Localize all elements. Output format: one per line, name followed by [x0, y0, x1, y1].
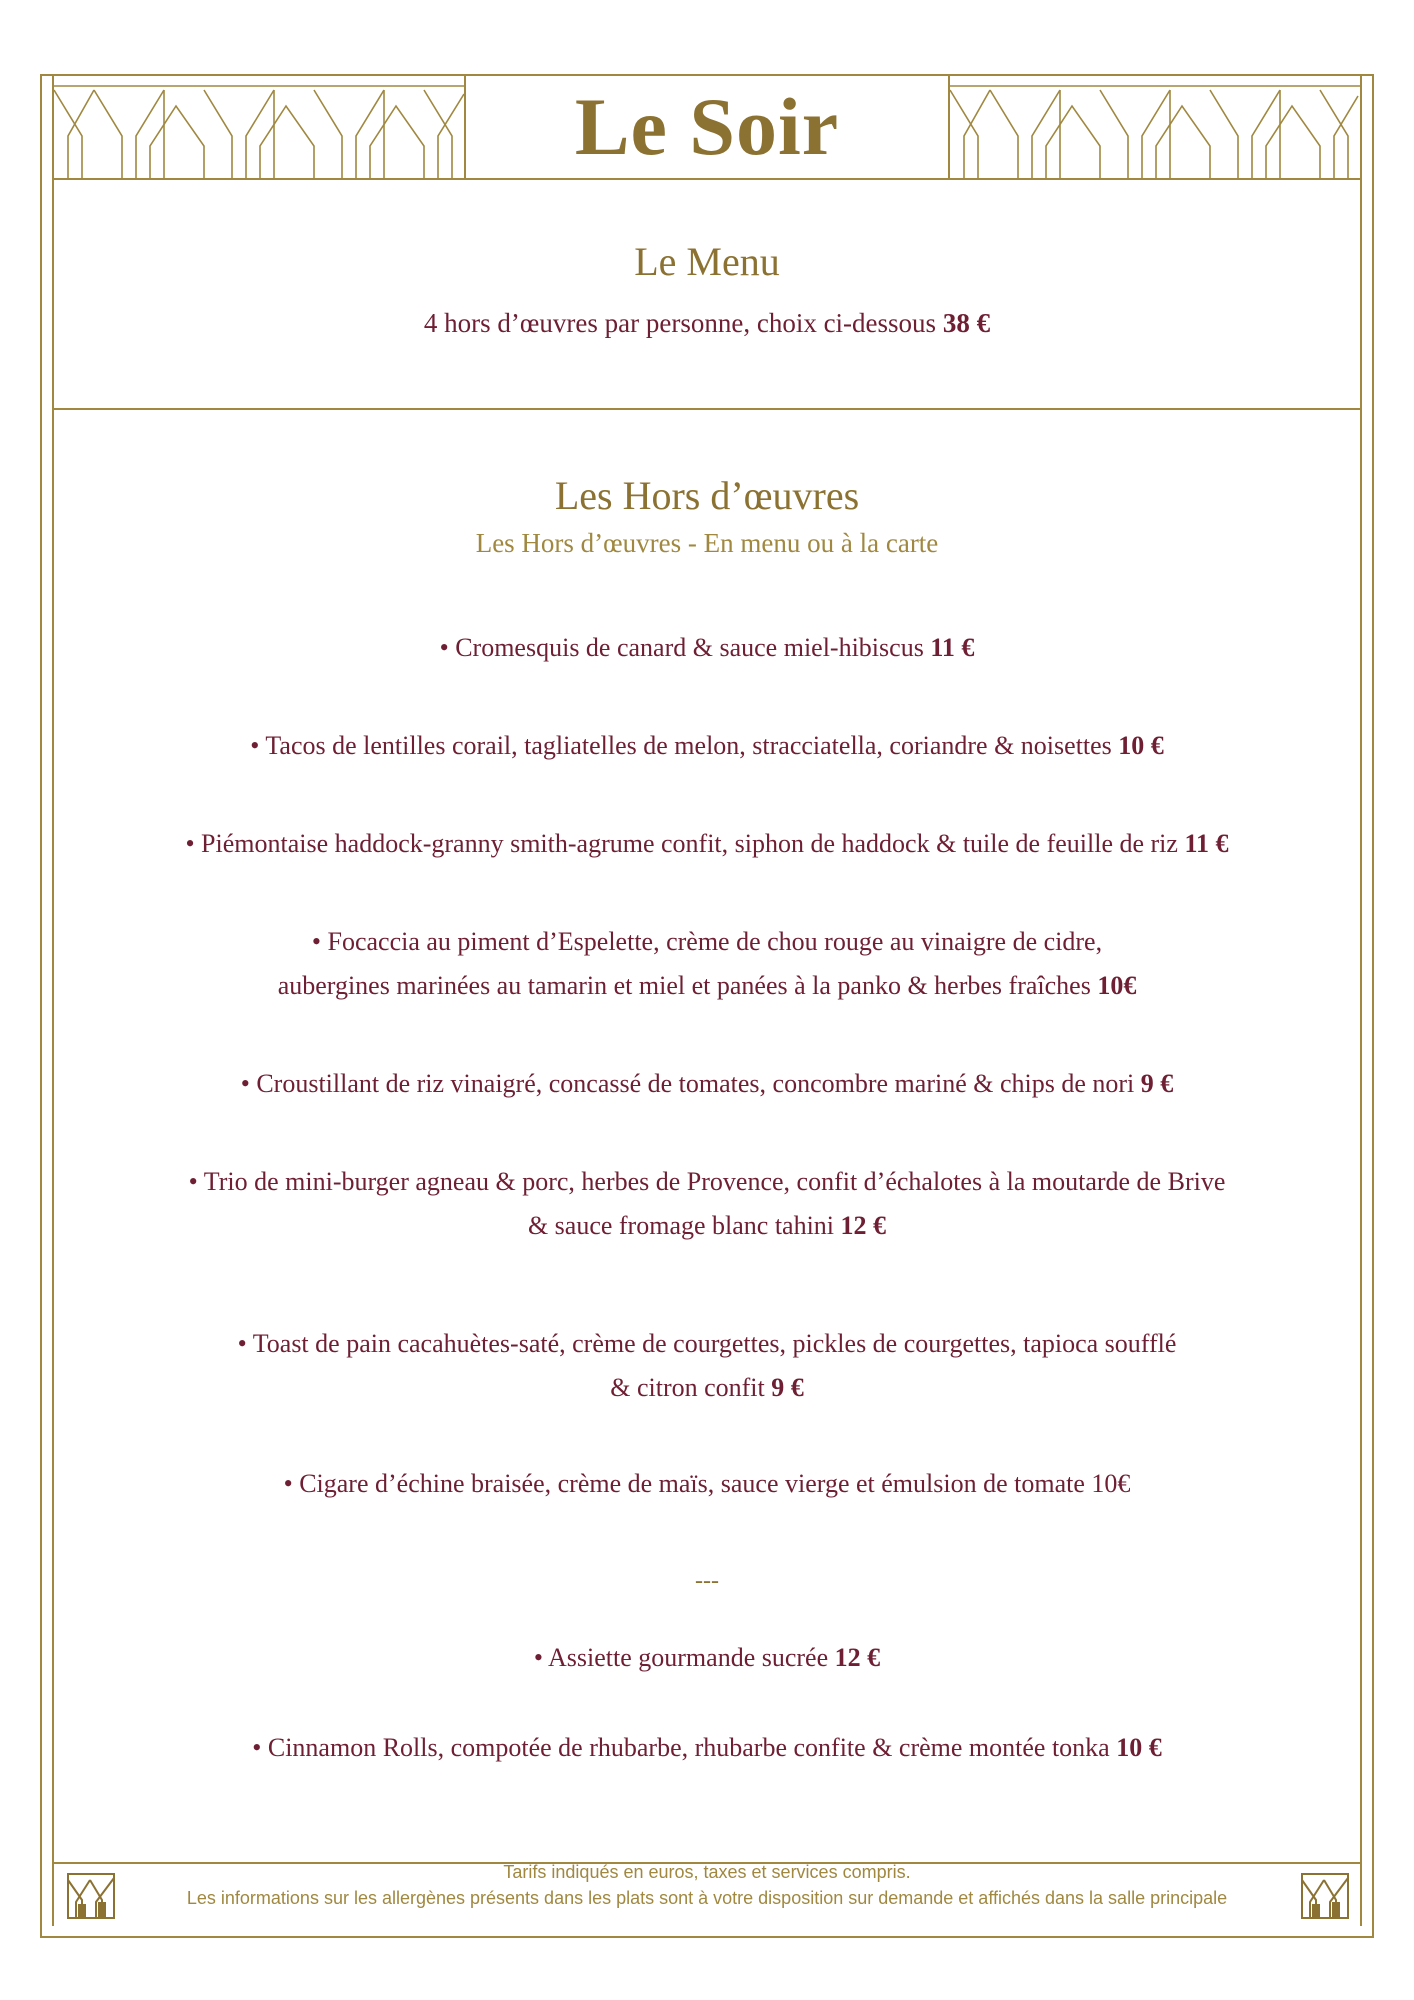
menu-item-text: & citron confit	[610, 1373, 765, 1402]
menu-item-text-line2	[60, 964, 1354, 1008]
footer-allergens: Les informations sur les allergènes présents dans les plats sont à votre disposition sur demande et affichés dans la salle principale	[186, 1888, 1228, 1908]
menu-item	[60, 1462, 1354, 1506]
menu-item-price: 10€	[1091, 1469, 1131, 1498]
menu-item-text: • Assiette gourmande sucrée	[533, 1643, 829, 1672]
menu-item	[60, 1322, 1354, 1410]
menu-item-price: 11 €	[1184, 829, 1229, 858]
footer-tarifs: Tarifs indiqués en euros, taxes et services compris.	[503, 1862, 911, 1882]
restaurant-title: Le Soir	[574, 81, 840, 172]
menu-price: 38 €	[942, 308, 991, 338]
menu-divider	[52, 408, 1362, 410]
menu-item	[60, 724, 1354, 768]
menu-item-price: 10 €	[1118, 731, 1164, 760]
menu-item-price: 10€	[1097, 971, 1137, 1000]
menu-item-price: 12 €	[840, 1211, 887, 1240]
menu-item-price: 9 €	[771, 1373, 804, 1402]
section-title: Les Hors d’œuvres	[554, 473, 860, 518]
section-separator: ---	[695, 1568, 719, 1594]
dessert-item	[60, 1636, 1354, 1680]
menu-item-text-line2	[60, 1366, 1354, 1410]
menu-description-text: 4 hors d’œuvres par personne, choix ci-dessous	[423, 308, 937, 338]
header-divider	[52, 178, 1362, 180]
dessert-item	[60, 1726, 1354, 1770]
menu-item-text: • Focaccia au piment d’Espelette, crème de chou rouge au vinaigre de cidre,	[311, 927, 1103, 956]
logo-right-icon	[1300, 1872, 1350, 1920]
menu-item-text: • Cromesquis de canard & sauce miel-hibiscus	[439, 633, 924, 662]
menu-item	[60, 920, 1354, 1008]
menu-item	[60, 1062, 1354, 1106]
menu-item-price: 9 €	[1140, 1069, 1174, 1098]
menu-item-text: & sauce fromage blanc tahini	[527, 1211, 835, 1240]
menu-item-text: aubergines marinées au tamarin et miel et panées à la panko & herbes fraîches	[277, 971, 1091, 1000]
menu-title: Le Menu	[634, 239, 780, 284]
menu-item	[60, 626, 1354, 670]
section-subtitle: Les Hors d’œuvres - En menu ou à la carte	[475, 528, 939, 558]
menu-item-price: 10 €	[1116, 1733, 1162, 1762]
menu-item-text: • Cinnamon Rolls, compotée de rhubarbe, rhubarbe confite & crème montée tonka	[252, 1733, 1110, 1762]
menu-item-price: 11 €	[930, 633, 975, 662]
menu-item	[60, 1160, 1354, 1248]
menu-item-text: • Piémontaise haddock-granny smith-agrume confit, siphon de haddock & tuile de feuille de riz	[185, 829, 1178, 858]
menu-item-text: • Cigare d’échine braisée, crème de maïs, sauce vierge et émulsion de tomate	[283, 1469, 1085, 1498]
menu-item-text-line2	[60, 1204, 1354, 1248]
menu-item-text: • Toast de pain cacahuètes-saté, crème de courgettes, pickles de courgettes, tapioca soufflé	[237, 1329, 1177, 1358]
menu-description	[60, 308, 1354, 339]
logo-left-icon	[66, 1872, 116, 1920]
menu-item	[60, 822, 1354, 866]
menu-item-text: • Tacos de lentilles corail, tagliatelles de melon, stracciatella, coriandre & noisettes	[250, 731, 1112, 760]
menu-item-text: • Trio de mini-burger agneau & porc, herbes de Provence, confit d’échalotes à la moutarde de Brive	[188, 1167, 1226, 1196]
menu-item-text: • Croustillant de riz vinaigré, concassé de tomates, concombre mariné & chips de nori	[240, 1069, 1135, 1098]
menu-item-price: 12 €	[834, 1643, 881, 1672]
